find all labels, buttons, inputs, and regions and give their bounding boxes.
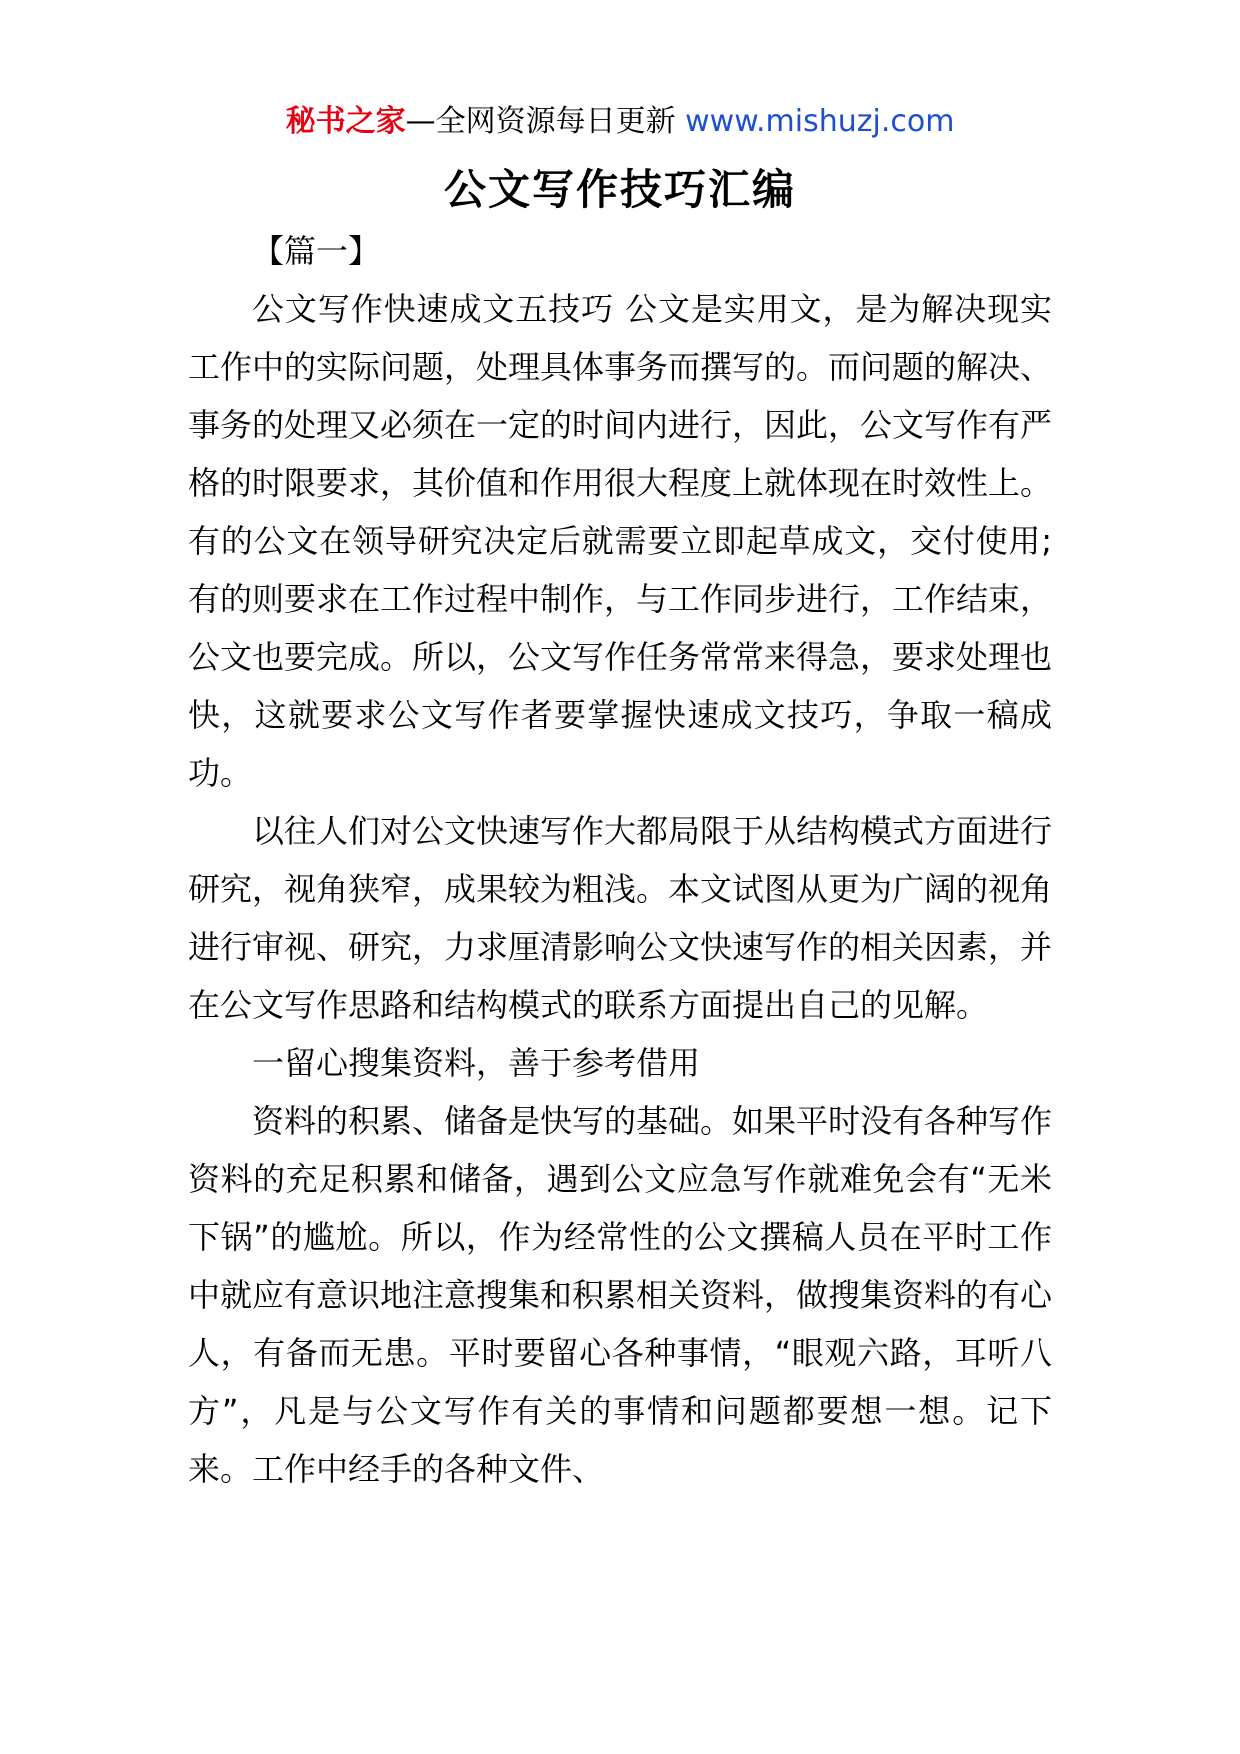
document-body <box>188 222 1052 1498</box>
document-title: 公文写作技巧汇编 <box>443 165 796 214</box>
brand-name: 秘书之家 <box>285 104 406 139</box>
site-header <box>0 100 1240 144</box>
header-slogan: —全网资源每日更新 <box>405 104 686 139</box>
body-paragraph: 以往人们对公文快速写作大都局限于从结构模式方面进行研究，视角狭窄，成果较为粗浅。本文试图从更为广阔的视角进行审视、研究，力求厘清影响公文快速写作的相关因素，并在公文写作思路和结构模式的联系方面提出自己的见解。 <box>188 812 1053 1024</box>
section-label: 【篇一】 <box>252 232 381 270</box>
site-url-link[interactable]: www.mishuzj.com <box>685 104 955 139</box>
body-paragraph: 资料的积累、储备是快写的基础。如果平时没有各种写作资料的充足积累和储备，遇到公文应急写作就难免会有“无米下锅”的尴尬。所以，作为经常性的公文撰稿人员在平时工作中就应有意识地注意搜集和积累相关资料，做搜集资料的有心人，有备而无患。平时要留心各种事情，“眼观六路，耳听八方”，凡是与公文写作有关的事情和问题都要想一想。记下来。工作中经手的各种文件、 <box>188 1102 1053 1488</box>
section-heading: 一留心搜集资料，善于参考借用 <box>252 1044 701 1082</box>
body-paragraph: 公文写作快速成文五技巧 公文是实用文，是为解决现实工作中的实际问题，处理具体事务而撰写的。而问题的解决、事务的处理又必须在一定的时间内进行，因此，公文写作有严格的时限要求，其价值和作用很大程度上就体现在时效性上。有的公文在领导研究决定后就需要立即起草成文，交付使用; 有的则要求在工作过程中制作，与工作同步进行，工作结束，公文也要完成。所以，公文写作任务常常来得急，要求处理也快，这就要求公文写作者要掌握快速成文技巧，争取一稿成功。 <box>188 290 1053 792</box>
